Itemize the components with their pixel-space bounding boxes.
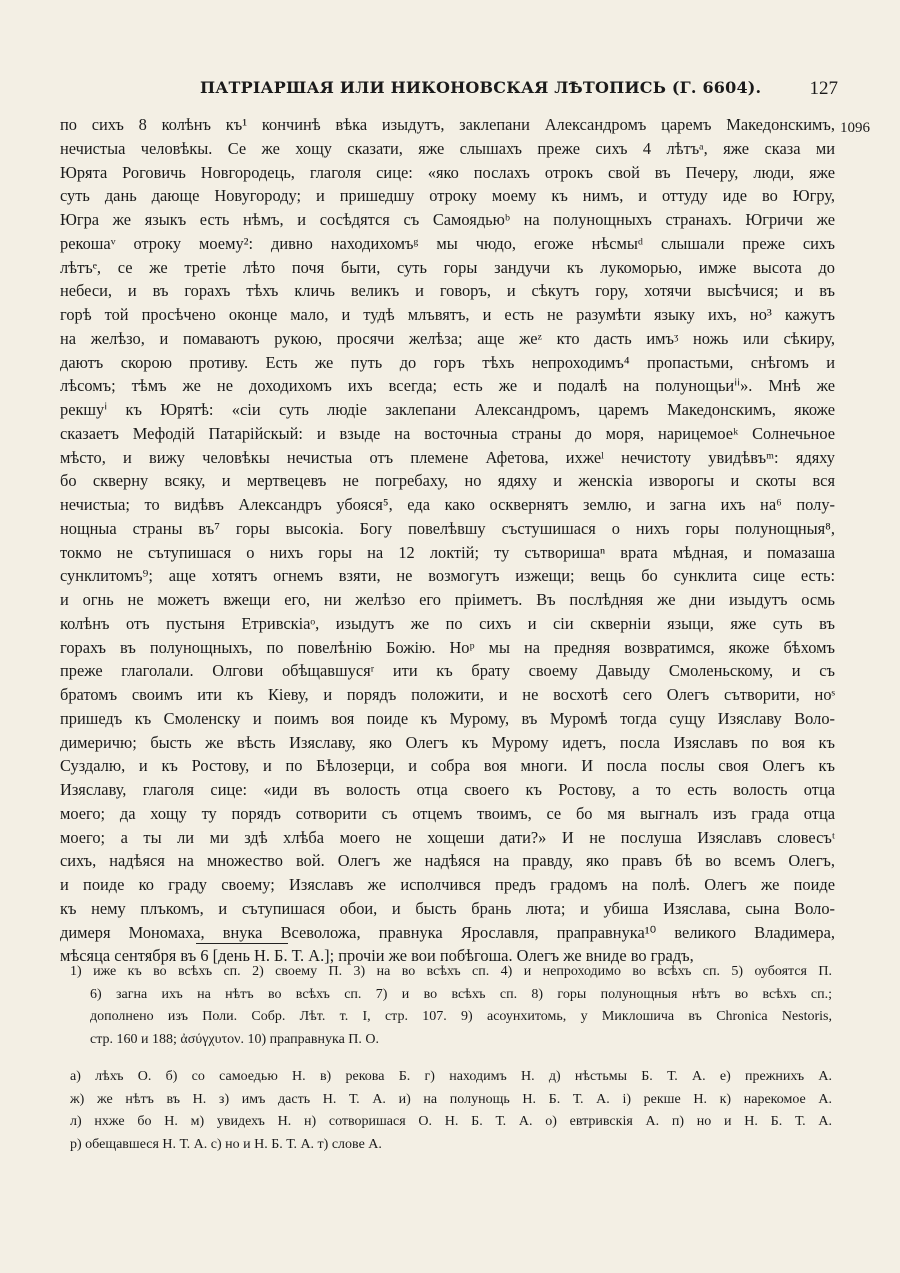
text-line: нечистыа; то видѣвъ Александръ убояся⁵, еда како осквернятъ землю, и загна ихъ на⁶ полу-: [60, 495, 835, 514]
text-line: рекшуⁱ къ Юрятѣ: «сіи суть людіе заклепани Александромъ, царемъ Македонскимъ, якоже: [60, 400, 835, 419]
text-line: къ нему плъкомъ, и сътупишася обои, и бысть брань люта; и убиша Изяслава, сына Воло-: [60, 898, 835, 918]
text-line: Суздалю, и къ Ростову, и по Бѣлозерци, и собра воя многи. И посла послы своя Олегъ къ: [60, 756, 835, 776]
footnotes-lettered: [70, 1066, 832, 1156]
text-line: нощныа страны въ⁷ горы высокіа. Богу повелѣвшу състушишася о нихъ горы полунощныя⁸,: [60, 518, 835, 538]
text-line: моего; а ты ли ми здѣ хлѣба моего не хощеши дати?» И не послуша Изяславъ словесъᵗ: [60, 827, 835, 847]
text-line: преже глаголали. Олгови обѣщавшусяʳ ити къ брату своему Давыду Смоленьскому, и съ: [60, 661, 835, 681]
text-line: сихъ, надѣяся на множество вой. Олегъ же надѣяся на правду, яко правъ бѣ во всемъ Олегъ,: [60, 851, 835, 871]
footnote-line: р) обещавшеся Н. Т. А. с) но и Н. Б. Т. А. т) слове А.: [70, 1136, 382, 1152]
text-line: пришедъ къ Смоленску и поимъ воя поиде къ Мурому, въ Муромѣ тогда сущу Изяславу Воло-: [60, 708, 835, 728]
text-line: и огнь не можетъ вжещи его, ни желѣзо его пріиметъ. Въ послѣдняя же дни изыдутъ осмь: [60, 590, 835, 609]
text-line: суть дань дающе Новугороду; и пришедшу отроку моему къ нимъ, и оттуду иде во Югру,: [60, 186, 835, 206]
text-line: на желѣзо, и помаваютъ рукою, просячи желѣза; аще жеᶻ кто дасть имъᶾ ножь или сѣкиру,: [60, 328, 835, 348]
text-line: моего; да хощу ту порядъ сотворити съ отцемъ твоимъ, се бо мя выгналъ изъ града отца: [60, 803, 835, 823]
text-line: колѣнъ отъ пустыня Етривскіаᵒ, изыдутъ же по сихъ и сіи скверніи языци, яже суть въ: [60, 613, 835, 633]
text-line: димеря Мономаха, внука Всеволожа, правнука Ярославля, праправнука¹⁰ великого Владимера,: [60, 922, 835, 942]
text-line: Изяславу, глаголя сице: «иди въ волость отца своего къ Ростову, а то есть волость отца: [60, 780, 835, 799]
text-line: лѣсомъ; тѣмъ же не доходихомъ ихъ всегда; есть же и подалѣ на полунощьиⁱⁱ». Мнѣ же: [60, 376, 835, 396]
footnotes-numbered: [70, 961, 832, 1051]
text-line: мѣсяца сентября въ 6 [день Н. Б. Т. А.]; прочіи же вои побѣгоша. Олегъ же вниде во градъ,: [60, 946, 694, 966]
text-line: и поиде ко граду своему; Изяславъ же исполчився предъ градомъ на полѣ. Олегъ же поиде: [60, 875, 835, 894]
footnote-line: дополнено изъ Поли. Собр. Лѣт. т. І, стр. 107. 9) асоунхитомь, у Миклошича въ Chronica Nestoris,: [90, 1009, 832, 1024]
page-number: 127: [809, 78, 838, 99]
margin-year: 1096: [840, 120, 870, 136]
text-line: горахъ въ полунощныхъ, по повелѣнію Божію. Ноᵖ мы на предняя возвратимся, якоже бѣхомъ: [60, 637, 835, 657]
running-header: [0, 78, 900, 102]
text-line: Юрята Роговичь Новгородець, глаголя сице: «яко послахъ отрокъ свой въ Печеру, люди, яже: [60, 162, 835, 182]
footnote-line: 6) загна ихъ на нѣтъ во всѣхъ сп. 7) и во всѣхъ сп. 8) горы полунощныя нѣтъ во всѣхъ сп.;: [90, 986, 832, 1002]
chronicle-text: [60, 113, 835, 968]
text-line: по сихъ 8 колѣнъ къ¹ кончинѣ вѣка изыдутъ, заклепани Александромъ царемъ Македонскимъ,: [60, 115, 835, 134]
text-line: лѣтъᵉ, се же третіе лѣто почя быти, суть горы зандучи къ лукоморью, имже высота до: [60, 257, 835, 277]
footnote-line: а) лѣхъ О. б) со самоедью Н. в) рекова Б. г) находимъ Н. д) нѣстьмы Б. Т. А. е) прежнихъ А.: [70, 1069, 832, 1084]
text-line: димеричю; бысть же вѣсть Изяславу, яко Олегъ къ Мурому идетъ, посла Изяславъ по воя къ: [60, 732, 835, 752]
text-line: братомъ своимъ ити къ Кіеву, и порядъ положити, и не восхотѣ сего Олегъ сътворити, ноˢ: [60, 685, 835, 704]
text-line: горѣ той просѣчено оконце мало, и тудѣ млъвятъ, и есть не разумѣти языку ихъ, но³ кажутъ: [60, 305, 835, 324]
text-line: рекошаᵛ отроку моему²: дивно находихомъᵍ мы чюдо, егоже нѣсмыᵈ слышали преже сихъ: [60, 233, 835, 253]
footnote-line: ж) же нѣтъ въ Н. з) имъ дасть Н. Т. А. и) на полунощь Н. Б. Т. А. і) рекше Н. к) нарекомое А.: [70, 1091, 832, 1107]
running-title: ПАТРІАРШАЯ ИЛИ НИКОНОВСКАЯ ЛѢТОПИСЬ (Г. 6604).: [200, 78, 762, 97]
footnote-separator: [196, 943, 288, 944]
footnote-line: л) нхже бо Н. м) увидехъ Н. н) сотворишася О. Н. Б. Т. А. о) евтривскія А. п) но и Н. Б. Т. А.: [70, 1114, 832, 1129]
text-line: нечистыа человѣкы. Се же хощу сказати, яже слышахъ преже сихъ 4 лѣтъᵃ, яже сказа ми: [60, 138, 835, 158]
text-line: бо скверну всяку, и мертвецевъ не погребаху, но ядяху и женскіа изворогы и скоты вся: [60, 471, 835, 491]
text-line: даютъ скорою противу. Есть же путь до горъ тѣхъ непроходимъ⁴ пропастьми, снѣгомъ и: [60, 352, 835, 372]
text-line: небеси, и въ горахъ тѣхъ кличь великъ и говоръ, и сѣкутъ гору, хотячи высѣчися; и въ: [60, 281, 835, 301]
text-line: сунклитомъ⁹; аще хотятъ огнемъ взяти, не возмогутъ изжещи; вещь бо сунклита сице есть:: [60, 566, 835, 586]
text-line: токмо не сътупишася о нихъ горы на 12 локтій; ту сътворишаⁿ врата мѣдная, и помазаша: [60, 542, 835, 562]
text-line: сказаетъ Мефодій Патарійскый: и взыде на восточныа страны до моря, нарицемоеᵏ Солнечьное: [60, 423, 835, 443]
text-line: Югра же языкъ есть нѣмъ, и сосѣдятся съ Самоядьюᵇ на полунощныхъ странахъ. Югричи же: [60, 210, 835, 229]
footnote-line: 1) иже къ во всѣхъ сп. 2) своему П. 3) на во всѣхъ сп. 4) и непроходимо во всѣхъ сп. 5) оубоятся П.: [70, 964, 832, 979]
text-line: мѣсто, и вижу человѣкы нечистыа отъ племене Афетова, ихжеˡ нечистоту увидѣвъᵐ: ядяху: [60, 447, 835, 467]
footnote-line: стр. 160 и 188; ἀσύγχυτον. 10) праправнука П. О.: [90, 1031, 380, 1047]
